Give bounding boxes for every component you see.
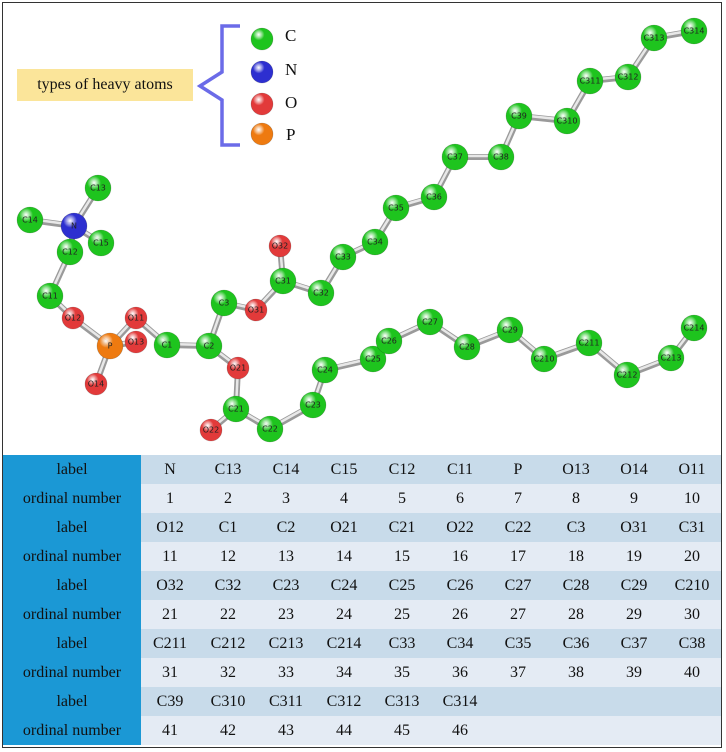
atom-c39 xyxy=(506,103,532,129)
atom-label: C12 xyxy=(62,247,78,257)
atom-label: C32 xyxy=(313,288,329,298)
atom-c33 xyxy=(330,244,356,270)
atom-o32 xyxy=(269,235,291,257)
table-cell-label: C2 xyxy=(257,513,315,542)
atom-c1 xyxy=(154,332,180,358)
atom-label: O31 xyxy=(247,305,265,315)
table-row-ordinals xyxy=(3,716,721,745)
row-header-ordinal: ordinal number xyxy=(3,484,141,513)
atom-n xyxy=(61,213,87,239)
atom-c314 xyxy=(681,18,707,44)
legend-swatch-n xyxy=(251,61,273,83)
table-cell-label: O32 xyxy=(141,571,199,600)
row-header-label: label xyxy=(3,687,141,716)
atom-c24 xyxy=(312,357,338,383)
table-cell-ordinal: 41 xyxy=(141,716,199,745)
atom-label: C210 xyxy=(533,354,555,364)
table-cell-label: C11 xyxy=(431,455,489,484)
table-cell-ordinal: 17 xyxy=(489,542,547,571)
table-cell-ordinal xyxy=(489,716,547,745)
table-cell-label: C25 xyxy=(373,571,431,600)
atom-label-table xyxy=(3,455,721,745)
table-cell-label: C313 xyxy=(373,687,431,716)
table-cell-label: C12 xyxy=(373,455,431,484)
atom-label: C11 xyxy=(42,291,58,301)
legend-label-p: P xyxy=(286,125,296,144)
table-cell-label: C15 xyxy=(315,455,373,484)
atom-c15 xyxy=(88,230,114,256)
table-cell-label: C21 xyxy=(373,513,431,542)
table-cell-label: C37 xyxy=(605,629,663,658)
atom-o21 xyxy=(227,357,249,379)
atom-c29 xyxy=(497,317,523,343)
table-cell-label: C3 xyxy=(547,513,605,542)
table-cell-label: C312 xyxy=(315,687,373,716)
atom-c34 xyxy=(362,229,388,255)
table-cell-ordinal: 36 xyxy=(431,658,489,687)
table-row-ordinals xyxy=(3,542,721,571)
table-cell-label: C1 xyxy=(199,513,257,542)
row-header-label: label xyxy=(3,513,141,542)
table-cell-ordinal: 33 xyxy=(257,658,315,687)
table-cell-ordinal: 2 xyxy=(199,484,257,513)
table-cell-label: C39 xyxy=(141,687,199,716)
atom-label: C3 xyxy=(218,298,230,308)
table-row-labels xyxy=(3,571,721,600)
atom-label: O14 xyxy=(87,379,105,389)
atom-c27 xyxy=(417,309,443,335)
table-cell-label: N xyxy=(141,455,199,484)
atom-label: C2 xyxy=(203,341,215,351)
table-cell-label: C24 xyxy=(315,571,373,600)
table-cell-label: C31 xyxy=(663,513,721,542)
atom-label: C39 xyxy=(511,111,527,121)
atom-c26 xyxy=(376,328,402,354)
table-cell-ordinal: 6 xyxy=(431,484,489,513)
atom-o13 xyxy=(125,331,147,353)
atom-c312 xyxy=(615,64,641,90)
table-cell-label: P xyxy=(489,455,547,484)
table-cell-ordinal: 28 xyxy=(547,600,605,629)
table-cell-ordinal: 29 xyxy=(605,600,663,629)
atom-label: C23 xyxy=(305,400,321,410)
table-row-labels xyxy=(3,513,721,542)
atom-c3 xyxy=(211,290,237,316)
table-row-ordinals xyxy=(3,600,721,629)
atom-c214 xyxy=(681,315,707,341)
table-cell-ordinal: 9 xyxy=(605,484,663,513)
table-cell-ordinal: 46 xyxy=(431,716,489,745)
row-header-ordinal: ordinal number xyxy=(3,658,141,687)
table-cell-ordinal: 3 xyxy=(257,484,315,513)
table-cell-label: C36 xyxy=(547,629,605,658)
atom-label: C310 xyxy=(556,116,578,126)
atom-label: C214 xyxy=(683,323,705,333)
atom-label: C24 xyxy=(317,365,333,375)
table-cell-ordinal: 19 xyxy=(605,542,663,571)
table-cell-ordinal: 25 xyxy=(373,600,431,629)
table-cell-label: C22 xyxy=(489,513,547,542)
table-cell-ordinal: 8 xyxy=(547,484,605,513)
row-header-label: label xyxy=(3,455,141,484)
table-cell-ordinal: 44 xyxy=(315,716,373,745)
table-cell-ordinal: 1 xyxy=(141,484,199,513)
atom-label: N xyxy=(71,221,77,231)
table-cell-ordinal: 27 xyxy=(489,600,547,629)
table-cell-ordinal: 16 xyxy=(431,542,489,571)
atom-p xyxy=(97,333,123,359)
table-row-ordinals xyxy=(3,658,721,687)
legend-title: types of heavy atoms xyxy=(17,69,193,101)
table-cell-ordinal: 10 xyxy=(663,484,721,513)
table-cell-ordinal xyxy=(547,716,605,745)
table-cell-ordinal: 34 xyxy=(315,658,373,687)
table-cell-label: C28 xyxy=(547,571,605,600)
atom-label: C14 xyxy=(22,215,38,225)
table-cell-ordinal: 30 xyxy=(663,600,721,629)
table-cell-ordinal: 4 xyxy=(315,484,373,513)
legend-label-o: O xyxy=(285,93,298,112)
table-cell-label: C314 xyxy=(431,687,489,716)
legend-label-c: C xyxy=(285,26,297,45)
row-header-ordinal: ordinal number xyxy=(3,716,141,745)
table-cell-label: O12 xyxy=(141,513,199,542)
legend-swatches xyxy=(251,28,273,145)
atom-label: C313 xyxy=(643,33,665,43)
table-cell-label: C29 xyxy=(605,571,663,600)
atom-o12 xyxy=(62,307,84,329)
table-cell-label: C32 xyxy=(199,571,257,600)
atom-label: C1 xyxy=(161,340,173,350)
table-row-labels xyxy=(3,455,721,484)
table-cell-ordinal: 11 xyxy=(141,542,199,571)
table-cell-ordinal xyxy=(663,716,721,745)
row-header-label: label xyxy=(3,571,141,600)
atom-label: C36 xyxy=(426,192,442,202)
atom-label: C29 xyxy=(502,325,518,335)
table-cell-label: O13 xyxy=(547,455,605,484)
table-cell-label: O14 xyxy=(605,455,663,484)
atom-o31 xyxy=(245,299,267,321)
atom-label: P xyxy=(107,341,113,351)
table-row-ordinals xyxy=(3,484,721,513)
atom-c211 xyxy=(576,330,602,356)
table-cell-label: C14 xyxy=(257,455,315,484)
legend-swatch-c xyxy=(251,28,273,50)
atom-label: C13 xyxy=(90,183,106,193)
atom-label: C15 xyxy=(93,238,109,248)
table-cell-label xyxy=(663,687,721,716)
table-cell-ordinal: 26 xyxy=(431,600,489,629)
atom-c2 xyxy=(196,333,222,359)
table-cell-ordinal: 22 xyxy=(199,600,257,629)
atom-c14 xyxy=(17,207,43,233)
atom-c13 xyxy=(85,175,111,201)
table-cell-label xyxy=(605,687,663,716)
atom-label: C212 xyxy=(616,370,638,380)
atom-label: C211 xyxy=(578,338,600,348)
table-cell-ordinal: 24 xyxy=(315,600,373,629)
atom-o14 xyxy=(85,373,107,395)
atom-c213 xyxy=(658,345,684,371)
atom-label: C26 xyxy=(381,336,397,346)
atom-c12 xyxy=(57,239,83,265)
atom-c310 xyxy=(554,108,580,134)
atom-label: C31 xyxy=(275,276,291,286)
table-cell-label: C38 xyxy=(663,629,721,658)
atom-c11 xyxy=(37,283,63,309)
table-cell-ordinal: 38 xyxy=(547,658,605,687)
atom-c311 xyxy=(577,68,603,94)
atom-label: O32 xyxy=(271,241,289,251)
table-cell-label xyxy=(489,687,547,716)
atom-c313 xyxy=(641,25,667,51)
table-cell-ordinal: 42 xyxy=(199,716,257,745)
atom-c32 xyxy=(308,280,334,306)
atom-label: O12 xyxy=(64,313,82,323)
atom-label: C314 xyxy=(683,26,705,36)
table-cell-ordinal: 43 xyxy=(257,716,315,745)
atom-label: O22 xyxy=(202,425,220,435)
table-cell-label: C212 xyxy=(199,629,257,658)
legend-swatch-p xyxy=(251,123,273,145)
atom-c210 xyxy=(531,346,557,372)
atom-label: C34 xyxy=(367,237,383,247)
table-cell-label: O22 xyxy=(431,513,489,542)
atom-c212 xyxy=(614,362,640,388)
table-cell-ordinal: 18 xyxy=(547,542,605,571)
atom-label: C312 xyxy=(617,72,639,82)
table-cell-ordinal: 20 xyxy=(663,542,721,571)
table-cell-ordinal: 14 xyxy=(315,542,373,571)
table-cell-ordinal: 21 xyxy=(141,600,199,629)
table-cell-ordinal: 15 xyxy=(373,542,431,571)
table-cell-ordinal xyxy=(605,716,663,745)
table-cell-label: O31 xyxy=(605,513,663,542)
atom-label: C22 xyxy=(262,424,278,434)
atom-c38 xyxy=(488,144,514,170)
atom-label: O11 xyxy=(127,313,145,323)
table-cell-label: C34 xyxy=(431,629,489,658)
table-cell-label: C214 xyxy=(315,629,373,658)
atom-o11 xyxy=(125,307,147,329)
table-cell-label: C23 xyxy=(257,571,315,600)
table-cell-label: C310 xyxy=(199,687,257,716)
table-cell-ordinal: 40 xyxy=(663,658,721,687)
row-header-ordinal: ordinal number xyxy=(3,542,141,571)
atom-label: C311 xyxy=(579,76,601,86)
legend-label-n: N xyxy=(285,60,298,79)
table-cell-ordinal: 23 xyxy=(257,600,315,629)
table-row-labels xyxy=(3,629,721,658)
atom-c28 xyxy=(454,334,480,360)
table-cell-label xyxy=(547,687,605,716)
table-cell-ordinal: 12 xyxy=(199,542,257,571)
table-cell-label: C13 xyxy=(199,455,257,484)
table-cell-label: C211 xyxy=(141,629,199,658)
table-cell-ordinal: 32 xyxy=(199,658,257,687)
legend-bracket xyxy=(200,26,240,145)
atom-c23 xyxy=(300,392,326,418)
atom-label: O13 xyxy=(127,337,145,347)
atom-label: C25 xyxy=(365,354,381,364)
table-cell-ordinal: 7 xyxy=(489,484,547,513)
atom-label: C33 xyxy=(335,252,351,262)
legend-swatch-o xyxy=(251,93,273,115)
atom-label: C38 xyxy=(493,152,509,162)
atom-label: C213 xyxy=(660,353,682,363)
table-cell-ordinal: 35 xyxy=(373,658,431,687)
table-cell-ordinal: 37 xyxy=(489,658,547,687)
atom-c31 xyxy=(270,268,296,294)
table-row-labels xyxy=(3,687,721,716)
table-cell-label: C26 xyxy=(431,571,489,600)
atom-c21 xyxy=(223,396,249,422)
row-header-label: label xyxy=(3,629,141,658)
table-cell-ordinal: 45 xyxy=(373,716,431,745)
atom-c36 xyxy=(421,184,447,210)
table-cell-label: C33 xyxy=(373,629,431,658)
atom-c22 xyxy=(257,416,283,442)
atom-label: C28 xyxy=(459,342,475,352)
row-header-ordinal: ordinal number xyxy=(3,600,141,629)
table-cell-label: C35 xyxy=(489,629,547,658)
atom-label: O21 xyxy=(229,363,247,373)
table-cell-ordinal: 39 xyxy=(605,658,663,687)
atom-o22 xyxy=(200,419,222,441)
table-cell-label: O21 xyxy=(315,513,373,542)
atom-label: C35 xyxy=(388,203,404,213)
atom-label: C37 xyxy=(447,152,463,162)
atom-c37 xyxy=(442,144,468,170)
table-cell-label: C210 xyxy=(663,571,721,600)
atom-c35 xyxy=(383,195,409,221)
table-cell-ordinal: 13 xyxy=(257,542,315,571)
table-cell-label: C311 xyxy=(257,687,315,716)
atom-label: C21 xyxy=(228,404,244,414)
table-cell-ordinal: 5 xyxy=(373,484,431,513)
table-cell-label: C213 xyxy=(257,629,315,658)
table-cell-label: O11 xyxy=(663,455,721,484)
atom-label: C27 xyxy=(422,317,438,327)
table-cell-label: C27 xyxy=(489,571,547,600)
table-cell-ordinal: 31 xyxy=(141,658,199,687)
